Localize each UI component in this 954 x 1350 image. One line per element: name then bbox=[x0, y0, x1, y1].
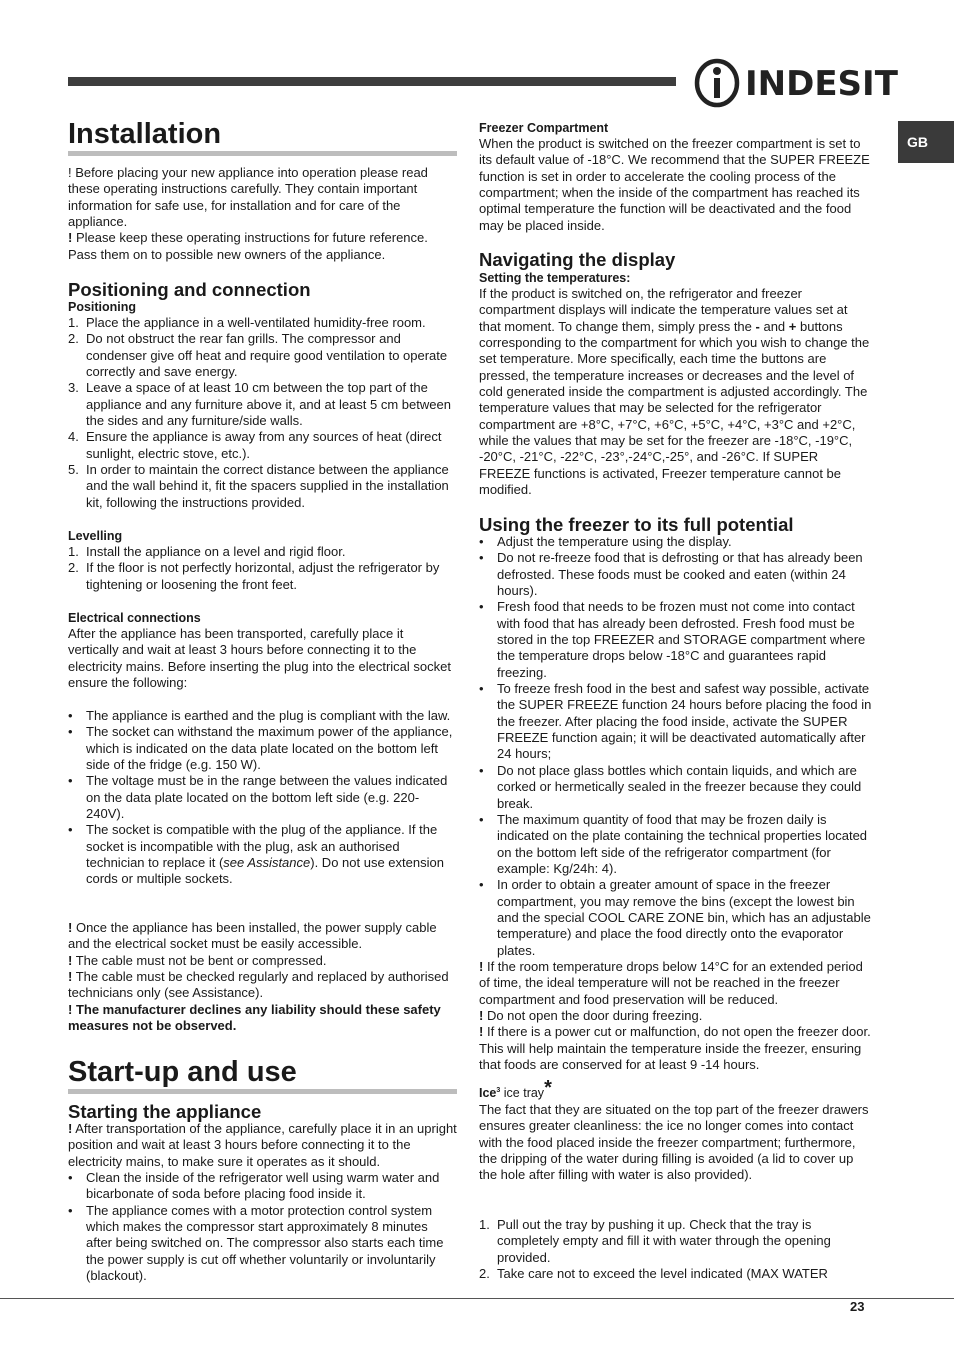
list-item-text: In order to obtain a greater amount of space in the freezer compartment, you may remove the bins (except the lowest bin and the special COOL CARE ZONE bin, which has an adjustable temperature) and place the food directly onto the evaporator plates. bbox=[497, 877, 871, 958]
list-item: • In order to obtain a greater amount of space in the freezer compartment, you may remove the bins (except the lowest bin and the special COOL CARE ZONE bin, which has an adjustable temperature) and place the food directly onto the evaporator plates. bbox=[479, 877, 871, 958]
list-item: • Fresh food that needs to be frozen must not come into contact with food that has already been defrosted. Fresh food must be stored in the top FREEZER and STORAGE compartment where the temperature drops below -18°C and guarantees rapid freezing. bbox=[479, 599, 866, 680]
list-item-text: Place the appliance in a well-ventilated humidity-free room. bbox=[86, 315, 426, 330]
intro-paragraph-2 bbox=[68, 230, 457, 263]
startup-title: Start-up and use bbox=[68, 1055, 457, 1094]
list-item: • The socket can withstand the maximum power of the appliance, which is indicated on the data plate located on the bottom left side of the fridge (e.g. 150 W). bbox=[68, 724, 453, 773]
warning-text: If the room temperature drops below 14°C for an extended period of time, the ideal temperature will not be reached in the freezer compartment and food preservation will be reduced. bbox=[479, 959, 863, 1007]
list-item-text: The socket is compatible with the plug of the appliance. If the socket is incompatible with the plug, ask an authorised technician to replace it ( bbox=[86, 822, 438, 871]
list-item: • The socket is compatible with the plug of the appliance. If the socket is incompatible with the plug, ask an authorised technician to replace it (see Assistance). Do not use extension cords or multiple sockets. bbox=[68, 822, 444, 887]
brand-wordmark: INDESIT bbox=[745, 64, 898, 104]
list-item-text: Do not obstruct the rear fan grills. The compressor and condenser give off heat and require good ventilation to operate correctly and save energy. bbox=[86, 331, 448, 380]
installation-title: Installation bbox=[68, 117, 457, 156]
list-item-text: Fresh food that needs to be frozen must not come into contact with food that has already been defrosted. Fresh food must be stored in the top FREEZER and STORAGE compartment where the temperature drops below -18°C and guarantees rapid freezing. bbox=[497, 599, 866, 680]
freezer-subheading: Freezer Compartment bbox=[479, 121, 609, 135]
navigating-text-and: and bbox=[759, 318, 789, 334]
list-item: 2. Do not obstruct the rear fan grills. The compressor and condenser give off heat and require good ventilation to operate correctly and save energy. bbox=[68, 331, 448, 380]
positioning-heading: Positioning and connection bbox=[68, 279, 311, 300]
electrical-intro: After the appliance has been transported, carefully place it vertically and wait at least 3 hours before connecting it to the electricity mains. Before inserting the plug into the electrical socket ensure the following: bbox=[68, 626, 451, 691]
electrical-list bbox=[68, 708, 457, 888]
safety-warnings bbox=[68, 920, 457, 1034]
list-item: 4. Ensure the appliance is away from any sources of heat (direct sunlight, electric stove, etc.). bbox=[68, 429, 442, 461]
list-item-text: The appliance is earthed and the plug is compliant with the law. bbox=[86, 708, 451, 723]
list-item-text: Leave a space of at least 10 cm between the top part of the appliance and any furniture above it, and at least 5 cm between the sides and any furniture/side walls. bbox=[86, 380, 451, 429]
freezer-warnings bbox=[479, 959, 872, 1073]
page-number: 23 bbox=[850, 1299, 865, 1314]
list-item: 1. Install the appliance on a level and rigid floor. bbox=[68, 544, 346, 559]
warning-mark: ! bbox=[479, 1024, 484, 1040]
list-item-text: Pull out the tray by pushing it up. Check that the tray is completely empty and fill it with water through the opening provided. bbox=[497, 1217, 831, 1265]
potential-list bbox=[479, 534, 872, 959]
list-item-text: Adjust the temperature using the display. bbox=[497, 534, 732, 549]
minus-button-label: - bbox=[755, 318, 760, 334]
warning-text: Once the appliance has been installed, the power supply cable and the electrical socket must be easily accessible. bbox=[68, 920, 437, 952]
list-item-text: Take care not to exceed the level indicated (MAX WATER bbox=[497, 1266, 828, 1282]
list-item-text: ). Do not use extension cords or multiple sockets. bbox=[86, 855, 444, 887]
warning-line bbox=[68, 969, 457, 1002]
list-item: • The maximum quantity of food that may be frozen daily is indicated on the plate containing the technical properties located on the bottom left side of the refrigerator compartment (for example: Kg/24h: 4). bbox=[479, 811, 868, 876]
levelling-list bbox=[68, 544, 457, 593]
brand-i-icon bbox=[693, 58, 741, 108]
starting-heading: Starting the appliance bbox=[68, 1101, 262, 1122]
warning-line bbox=[68, 920, 457, 953]
list-item: 5. In order to maintain the correct distance between the appliance and the wall behind it, fit the spacers supplied in the installation kit, following the instructions provided. bbox=[68, 462, 449, 510]
ice-label: Ice bbox=[479, 1086, 497, 1101]
warning-text: ! The manufacturer declines any liability should these safety measures not be observed. bbox=[68, 1001, 441, 1034]
warning-mark: ! bbox=[479, 1008, 484, 1024]
potential-heading: Using the freezer to its full potential bbox=[479, 514, 794, 535]
list-item: 2. If the floor is not perfectly horizontal, adjust the refrigerator by tightening or loosening the front feet. bbox=[68, 560, 440, 592]
list-item: • Clean the inside of the refrigerator well using warm water and bicarbonate of soda before placing food inside it. bbox=[68, 1170, 440, 1202]
navigating-text-a: If the product is switched on, the refrigerator and freezer compartment displays will indicate the temperature values set at that moment. To change them, simply press the bbox=[479, 286, 848, 334]
warning-text: The cable must not be bent or compressed. bbox=[72, 952, 327, 968]
list-item-text: To freeze fresh food in the best and safest way possible, activate the SUPER FREEZE function 24 hours before placing the food in the freezer. After placing the food inside, activate the SUPER FREEZE function again; it will be deactivated automatically after 24 hours; bbox=[497, 681, 872, 762]
list-item: 1. Pull out the tray by pushing it up. Check that the tray is completely empty and fill it with water through the opening provided. bbox=[479, 1217, 831, 1265]
navigating-heading: Navigating the display bbox=[479, 249, 676, 270]
ice-superscript: 3 bbox=[496, 1087, 501, 1094]
starting-intro bbox=[68, 1121, 457, 1170]
warning-mark: ! bbox=[68, 230, 73, 246]
ice-list bbox=[479, 1217, 872, 1282]
list-item: 3. Leave a space of at least 10 cm between the top part of the appliance and any furniture above it, and at least 5 cm between the sides and any furniture/side walls. bbox=[68, 380, 451, 429]
footer-rule bbox=[0, 1298, 954, 1299]
list-item: • Adjust the temperature using the display. bbox=[479, 534, 732, 549]
list-item-text: The voltage must be in the range between the values indicated on the data plate located on the bottom left side (e.g. 220-240V). bbox=[86, 773, 448, 822]
list-item-text: Do not re-freeze food that is defrosting or that has already been defrosted. These foods must be cooked and eaten (within 24 hours). bbox=[497, 550, 863, 599]
header-rule bbox=[68, 77, 676, 86]
list-item-text: Install the appliance on a level and rigid floor. bbox=[86, 544, 346, 559]
asterisk-mark: * bbox=[544, 1077, 552, 1100]
list-item-text: In order to maintain the correct distance between the appliance and the wall behind it, fit the spacers supplied in the installation kit, following the instructions provided. bbox=[86, 462, 449, 510]
assistance-reference: see Assistance bbox=[223, 855, 311, 871]
warning-line bbox=[479, 1024, 872, 1073]
warning-line bbox=[479, 1008, 872, 1024]
installation-intro bbox=[68, 165, 457, 263]
list-item-text: Do not place glass bottles which contain liquids, and which are corked or hermetically sealed in the freezer because they could break. bbox=[497, 762, 862, 811]
ice-tray-label: ice tray bbox=[500, 1086, 545, 1101]
electrical-subheading: Electrical connections bbox=[68, 611, 201, 625]
freezer-text: When the product is switched on the freezer compartment is set to its default value of -18°C. We recommend that the SUPER FREEZE function is set in order to accelerate the cooling process of the compartment; when the inside of the compartment has reached its optimal temperature the function will be deactivated and the food may be placed inside. bbox=[479, 136, 870, 233]
warning-mark: ! bbox=[68, 1121, 73, 1136]
intro-2-text: Please keep these operating instructions for future reference. Pass them on to possible new owners of the appliance. bbox=[68, 230, 428, 262]
list-item: 2. Take care not to exceed the level indicated (MAX WATER bbox=[479, 1266, 828, 1282]
list-item-text: The maximum quantity of food that may be frozen daily is indicated on the plate containing the technical properties located on the bottom left side of the refrigerator compartment (for example: Kg/24h: 4). bbox=[497, 811, 868, 876]
positioning-list bbox=[68, 315, 457, 511]
starting-list bbox=[68, 1170, 457, 1284]
list-item: • Do not place glass bottles which contain liquids, and which are corked or hermetically sealed in the freezer because they could break. bbox=[479, 762, 862, 811]
warning-mark: ! bbox=[68, 969, 73, 985]
starting-intro-text: After transportation of the appliance, carefully place it in an upright position and wait at least 3 hours before connecting it to the electricity mains, to make sure it operates as it should. bbox=[68, 1121, 457, 1169]
warning-line bbox=[68, 953, 457, 969]
list-item: • The voltage must be in the range between the values indicated on the data plate located on the bottom left side (e.g. 220-240V). bbox=[68, 773, 448, 822]
list-item: • The appliance is earthed and the plug is compliant with the law. bbox=[68, 708, 451, 723]
warning-line bbox=[479, 959, 872, 1008]
warning-mark: ! bbox=[68, 920, 73, 935]
language-tab: GB bbox=[898, 121, 954, 163]
list-item: 1. Place the appliance in a well-ventilated humidity-free room. bbox=[68, 315, 426, 330]
navigating-text-b: buttons corresponding to the compartment for which you wish to change the set temperature. More specifically, each time the buttons are pressed, the temperature increases or decreases and the level of cold generated inside the compartment is adjusted accordingly. The temperature values that may be selected for the refrigerator compartment are +8°C, +7°C, +6°C, +5°C, +4°C, +3°C and +2°C, while the values that may be set for the freezer are -18°C, -19°C, -20°C, -21°C, -22°C, -23°,-24°C,-25°, and -26°C. If SUPER FREEZE functions is activated, Freezer temperature cannot be modified. bbox=[479, 318, 870, 498]
plus-button-label: + bbox=[788, 318, 797, 334]
warning-text: The cable must be checked regularly and replaced by authorised technicians only (see Assistance). bbox=[68, 969, 449, 1001]
warning-mark: ! bbox=[479, 959, 484, 974]
list-item-text: The socket can withstand the maximum power of the appliance, which is indicated on the data plate located on the bottom left side of the fridge (e.g. 150 W). bbox=[86, 724, 453, 773]
list-item: • To freeze fresh food in the best and safest way possible, activate the SUPER FREEZE function 24 hours before placing the food in the freezer. After placing the food inside, activate the SUPER FREEZE function again; it will be deactivated automatically after 24 hours; bbox=[479, 681, 872, 762]
list-item-text: If the floor is not perfectly horizontal, adjust the refrigerator by tightening or loosening the front feet. bbox=[86, 560, 440, 592]
navigating-subheading: Setting the temperatures: bbox=[479, 271, 631, 285]
list-item: • Do not re-freeze food that is defrosting or that has already been defrosted. These foods must be cooked and eaten (within 24 hours). bbox=[479, 550, 863, 599]
warning-text: If there is a power cut or malfunction, do not open the freezer door. This will help maintain the temperature inside the freezer, ensuring that foods are conserved for at least 9 -14 hours. bbox=[479, 1024, 871, 1073]
liability-warning bbox=[68, 1002, 457, 1035]
brand-logo bbox=[693, 58, 898, 108]
list-item: • The appliance comes with a motor protection control system which makes the compressor start approximately 8 minutes after being switched on. The compressor also starts each time the power supply is cut off whether voluntarily or involuntarily (blackout). bbox=[68, 1202, 444, 1284]
positioning-subheading: Positioning bbox=[68, 300, 137, 314]
list-item-text: Clean the inside of the refrigerator well using warm water and bicarbonate of soda before placing food inside it. bbox=[86, 1170, 440, 1202]
intro-paragraph-1: ! Before placing your new appliance into operation please read these operating instructions carefully. They contain important information for safe use, for installation and for care of the appliance. bbox=[68, 165, 428, 230]
ice-text: The fact that they are situated on the top part of the freezer drawers ensures greater cleanliness: the ice no longer comes into contact with the food placed inside the freezer compartment; furthermore, the dripping of the water during filling is avoided (a lid to cover up the hole after filling with water is also provided). bbox=[479, 1102, 869, 1183]
navigating-text bbox=[479, 286, 872, 498]
warning-mark: ! bbox=[68, 952, 73, 968]
ice-tray-heading bbox=[479, 1077, 872, 1102]
list-item-text: The appliance comes with a motor protection control system which makes the compressor start approximately 8 minutes after being switched on. The compressor also starts each time the power supply is cut off whether voluntarily or involuntarily (blackout). bbox=[86, 1202, 444, 1284]
levelling-subheading: Levelling bbox=[68, 529, 123, 543]
warning-text: Do not open the door during freezing. bbox=[483, 1008, 703, 1024]
list-item-text: Ensure the appliance is away from any sources of heat (direct sunlight, electric stove, etc.). bbox=[86, 429, 442, 461]
